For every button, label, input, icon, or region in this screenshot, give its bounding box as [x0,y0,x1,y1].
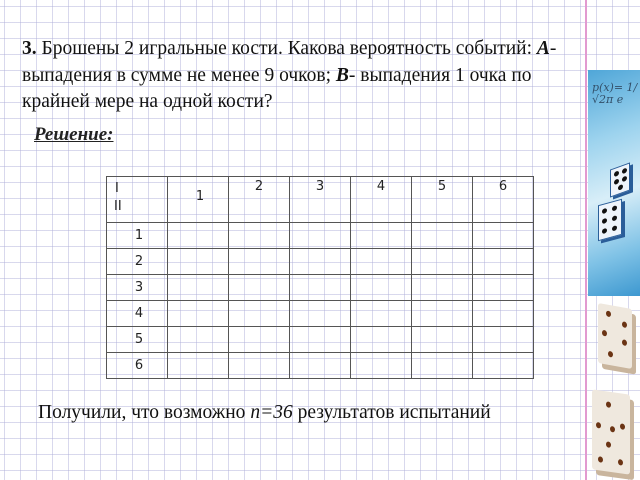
table-cell [351,223,412,249]
table-cell [168,275,229,301]
table-cell [229,275,290,301]
column-header: 5 [412,177,473,223]
table-cell [351,275,412,301]
table-cell [290,327,351,353]
corner-label-die-1: I [115,181,119,196]
row-header: 6 [107,353,168,379]
table-cell [168,249,229,275]
table-cell [168,327,229,353]
blue-dice-illustration [588,70,640,296]
table-cell [229,223,290,249]
table-cell [229,327,290,353]
problem-text-2: - выпадения в сумме не менее 9 очков; [22,38,557,86]
table-row [107,249,534,275]
solution-heading: Решение: [34,124,114,145]
table-corner-cell [107,177,168,223]
table-cell [351,301,412,327]
table-cell [473,249,534,275]
table-cell [290,249,351,275]
event-a-label: А [536,38,550,59]
table-cell [290,301,351,327]
table-cell [290,275,351,301]
table-cell [351,327,412,353]
table-cell [229,301,290,327]
row-header: 3 [107,275,168,301]
table-cell [473,353,534,379]
table-row [107,327,534,353]
table-cell [351,353,412,379]
result-text-after: результатов испытаний [292,402,491,423]
column-header: 2 [229,177,290,223]
brown-die-icon [592,389,630,474]
table-cell [473,223,534,249]
table-row [107,353,534,379]
table-row [107,223,534,249]
dice-outcomes-table [106,176,534,379]
table-cell [229,353,290,379]
result-statement [38,402,491,424]
table-cell [412,223,473,249]
table-cell [229,249,290,275]
column-header: 6 [473,177,534,223]
probability-formula-image: p(x)= 1/√2π e [592,81,638,106]
column-header: 4 [351,177,412,223]
table-row [107,301,534,327]
row-header: 2 [107,249,168,275]
corner-label-die-2: II [114,199,122,214]
table-cell [351,249,412,275]
table-cell [168,353,229,379]
result-formula: n=36 [250,402,293,423]
table-cell [412,301,473,327]
table-cell [473,275,534,301]
table-cell [290,353,351,379]
problem-statement [22,36,592,116]
event-b-label: В [335,64,349,86]
table-cell [168,301,229,327]
blue-die-icon [610,162,630,197]
row-header: 4 [107,301,168,327]
blue-die-icon [598,199,622,241]
table-cell [290,223,351,249]
table-cell [412,353,473,379]
problem-number: 3. [22,38,37,59]
column-header: 1 [168,177,229,223]
row-header: 1 [107,223,168,249]
table-cell [412,327,473,353]
table-cell [412,275,473,301]
row-header: 5 [107,327,168,353]
table-cell [168,223,229,249]
column-header: 3 [290,177,351,223]
result-text-before: Получили, что возможно [38,402,251,423]
problem-text-1: Брошены 2 игральные кости. Какова вероятность событий: [36,38,537,59]
table-header-row [107,177,534,223]
table-cell [473,301,534,327]
table-cell [473,327,534,353]
table-cell [412,249,473,275]
brown-die-icon [598,303,632,369]
table-row [107,275,534,301]
problem-text-3: - выпадения 1 очка по крайней мере на одной кости? [22,64,532,112]
